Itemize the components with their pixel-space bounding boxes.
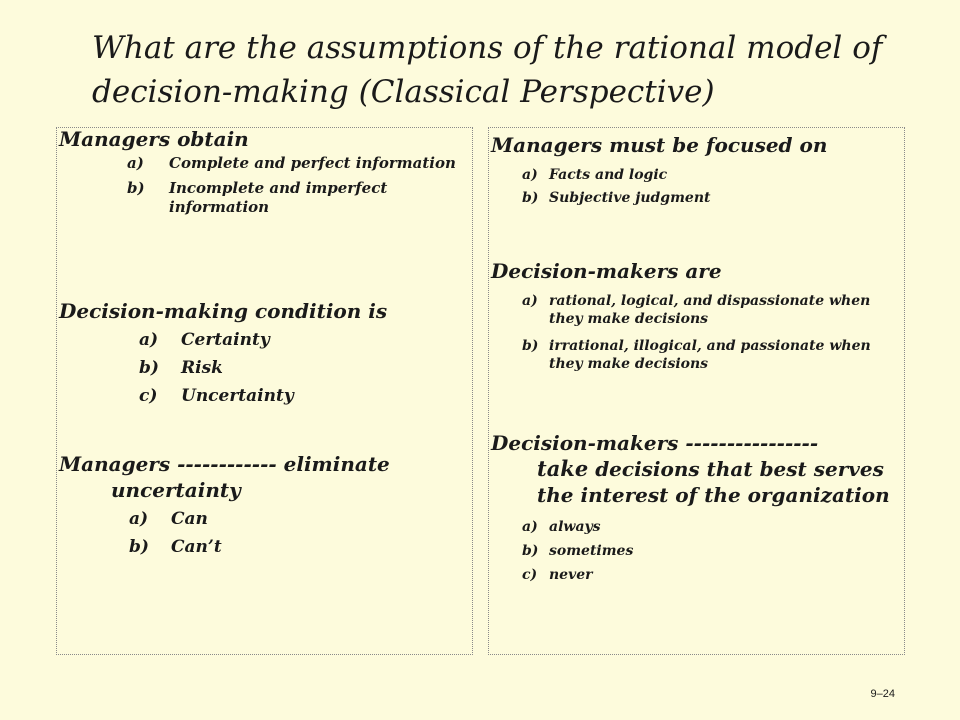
question-focused-on [489, 132, 904, 212]
question-heading: Decision-makers are [491, 259, 722, 283]
heading-rest: decisions that best serves the interest of the organization [537, 457, 890, 507]
heading-line: Managers ------------ eliminate [59, 452, 390, 476]
left-question-panel [56, 127, 473, 655]
right-question-panel [488, 127, 905, 655]
option-text: Can [171, 509, 208, 529]
option-marker: a) [127, 154, 144, 172]
option-marker: b) [129, 537, 149, 557]
option-text: Risk [181, 358, 223, 378]
page-number: 9–24 [870, 688, 895, 700]
answer-options [57, 326, 472, 410]
option-marker: c) [522, 567, 538, 583]
heading-line: uncertainty [111, 478, 241, 502]
option-marker: a) [522, 293, 538, 309]
option-text: sometimes [549, 543, 634, 559]
option-marker: a) [129, 509, 149, 529]
question-heading [489, 430, 904, 508]
option-marker: b) [522, 338, 539, 354]
option-marker: a) [522, 519, 538, 535]
answer-option [129, 179, 472, 217]
option-marker: b) [139, 358, 159, 378]
answer-option [139, 326, 472, 354]
option-text: Can’t [171, 537, 222, 557]
heading-line [491, 456, 904, 508]
answer-option [129, 505, 472, 533]
answer-options [489, 518, 904, 584]
option-marker: a) [522, 167, 538, 183]
option-marker: b) [522, 190, 539, 206]
option-marker: c) [139, 386, 158, 406]
option-text: Complete and perfect information [169, 154, 456, 172]
option-text: irrational, illogical, and passionate when they make decisions [549, 338, 871, 372]
heading-line: Decision-makers ---------------- [491, 431, 819, 455]
answer-option [522, 292, 904, 328]
question-take-decisions [489, 430, 904, 590]
question-heading: Managers must be focused on [491, 133, 828, 157]
answer-option [522, 566, 904, 584]
slide-title: What are the assumptions of the rational model of decision-making (Classical Perspective) [92, 30, 883, 110]
option-marker: b) [522, 543, 539, 559]
answer-option [522, 518, 904, 536]
question-managers-obtain [57, 126, 472, 217]
heading-take-word: take [537, 456, 589, 481]
answer-options [489, 166, 904, 207]
option-marker: b) [127, 179, 145, 197]
answer-options [489, 292, 904, 373]
option-marker: a) [139, 330, 159, 350]
question-eliminate-uncertainty [57, 451, 472, 561]
option-text: never [549, 567, 593, 583]
option-text: Certainty [181, 330, 270, 350]
answer-options [57, 154, 472, 217]
question-heading [57, 451, 472, 503]
answer-option [129, 533, 472, 561]
answer-option [522, 337, 904, 373]
option-text: always [549, 519, 601, 535]
question-heading: Decision-making condition is [59, 299, 388, 323]
answer-options [47, 505, 472, 561]
option-text: rational, logical, and dispassionate when they make decisions [549, 293, 871, 327]
question-decision-makers-are [489, 258, 904, 382]
option-text: Uncertainty [181, 386, 294, 406]
answer-option [129, 154, 472, 173]
question-heading: Managers obtain [59, 127, 249, 151]
option-text: Subjective judgment [549, 190, 711, 206]
option-text: Facts and logic [549, 167, 668, 183]
answer-option [139, 382, 472, 410]
answer-option [522, 166, 904, 184]
question-decision-condition [57, 298, 472, 410]
answer-option [522, 542, 904, 560]
option-text: Incomplete and imperfect information [169, 179, 388, 216]
answer-option [522, 189, 904, 207]
answer-option [139, 354, 472, 382]
